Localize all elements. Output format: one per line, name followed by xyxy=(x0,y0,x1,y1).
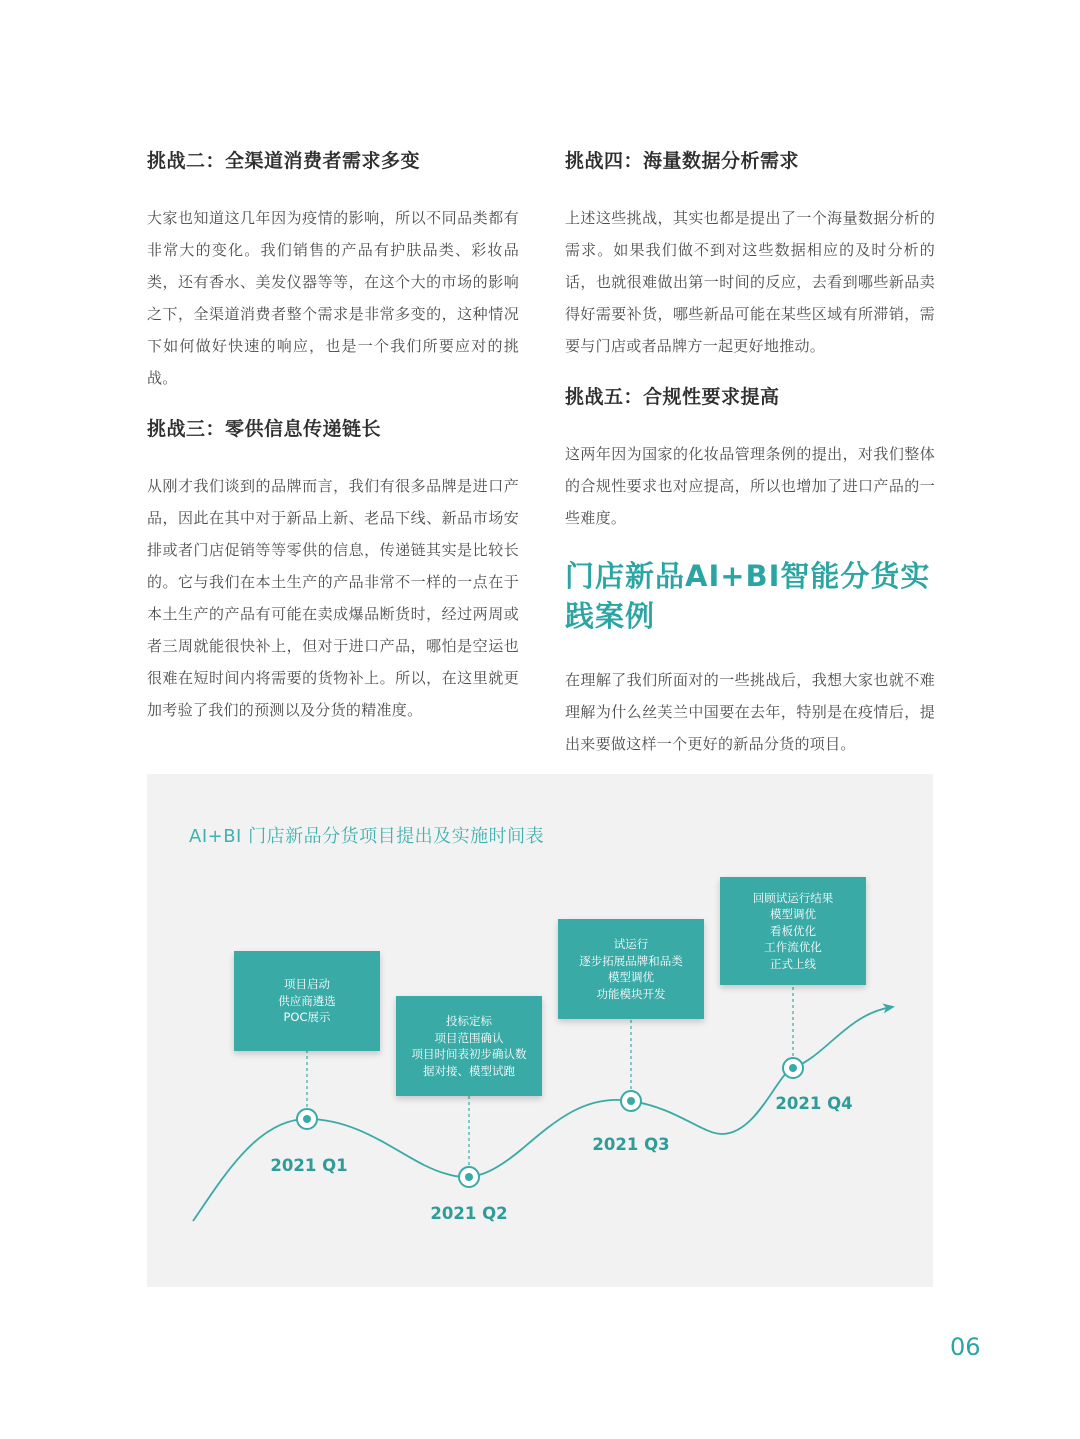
milestone-q1-item: 供应商遴选 xyxy=(278,993,336,1008)
milestone-box-q4 xyxy=(720,877,866,985)
quarter-label-q1: 2021 Q1 xyxy=(270,1156,348,1175)
milestone-q3-item: 模型调优 xyxy=(608,970,654,984)
milestone-q2-item: 据对接、模型试跑 xyxy=(423,1063,515,1078)
milestone-q3-item: 功能模块开发 xyxy=(596,986,666,1001)
node-q2 xyxy=(459,1167,479,1187)
milestone-q4-item: 工作流优化 xyxy=(764,940,822,955)
milestone-q4-item: 正式上线 xyxy=(770,956,816,971)
node-q3 xyxy=(621,1091,641,1111)
challenge-4-body: 上述这些挑战，其实也都是提出了一个海量数据分析的需求。如果我们做不到对这些数据相应的及时分析的话，也就很难做出第一时间的反应，去看到哪些新品卖得好需要补货，哪些新品可能在某些区域有所滞销，需要与门店或者品牌方一起更好地推动。 xyxy=(565,209,935,355)
node-q1 xyxy=(297,1109,317,1129)
milestone-q3-item: 逐步拓展品牌和品类 xyxy=(579,953,683,968)
milestone-q4-item: 模型调优 xyxy=(770,907,816,922)
node-q4 xyxy=(783,1058,803,1078)
challenge-5-body: 这两年因为国家的化妆品管理条例的提出，对我们整体的合规性要求也对应提高，所以也增加了进口产品的一些难度。 xyxy=(565,445,935,527)
challenge-3-title: 挑战三：零供信息传递链长 xyxy=(147,418,382,440)
case-title: 门店新品AI+BI智能分货实践案例 xyxy=(565,559,931,633)
challenge-4-title: 挑战四：海量数据分析需求 xyxy=(565,150,800,172)
milestone-q1-item: POC展示 xyxy=(283,1010,331,1025)
challenge-2-title: 挑战二：全渠道消费者需求多变 xyxy=(147,150,421,172)
left-column xyxy=(147,140,519,740)
challenge-3-body: 从刚才我们谈到的品牌而言，我们有很多品牌是进口产品，因此在其中对于新品上新、老品下线、新品市场安排或者门店促销等等零供的信息，传递链其实是比较长的。它与我们在本土生产的产品非常不一样的一点在于本土生产的产品有可能在卖成爆品断货时，经过两周或者三周就能很快补上，但对于进口产品，哪怕是空运也很难在短时间内将需要的货物补上。所以，在这里就更加考验了我们的预测以及分货的精准度。 xyxy=(147,477,519,719)
timeline-title: AI+BI 门店新品分货项目提出及实施时间表 xyxy=(189,826,545,847)
milestone-box-q2 xyxy=(396,996,542,1096)
milestone-q4-item: 看板优化 xyxy=(770,923,816,938)
case-body: 在理解了我们所面对的一些挑战后，我想大家也就不难理解为什么丝芙兰中国要在去年，特别是在疫情后，提出来要做这样一个更好的新品分货的项目。 xyxy=(565,671,935,753)
milestone-q2-item: 项目时间表初步确认数 xyxy=(411,1047,527,1061)
milestone-q2-item: 项目范围确认 xyxy=(434,1030,504,1045)
quarter-label-q3: 2021 Q3 xyxy=(592,1135,670,1154)
milestone-q2-item: 投标定标 xyxy=(446,1014,492,1028)
milestone-q4-item: 回顾试运行结果 xyxy=(752,890,834,905)
timeline-panel xyxy=(147,774,933,1287)
milestone-box-q1 xyxy=(234,951,380,1051)
milestone-q1-item: 项目启动 xyxy=(284,977,330,992)
milestone-q3-item: 试运行 xyxy=(613,937,649,951)
page-number: 06 xyxy=(950,1333,981,1361)
right-column xyxy=(565,140,935,774)
challenge-2-body: 大家也知道这几年因为疫情的影响，所以不同品类都有非常大的变化。我们销售的产品有护肤品类、彩妆品类，还有香水、美发仪器等等，在这个大的市场的影响之下，全渠道消费者整个需求是非常多变的，这种情况下如何做好快速的响应，也是一个我们所要应对的挑战。 xyxy=(147,209,519,387)
quarter-label-q4: 2021 Q4 xyxy=(775,1094,853,1113)
challenge-5-title: 挑战五：合规性要求提高 xyxy=(565,386,780,408)
quarter-label-q2: 2021 Q2 xyxy=(430,1204,508,1223)
milestone-box-q3 xyxy=(558,919,704,1019)
